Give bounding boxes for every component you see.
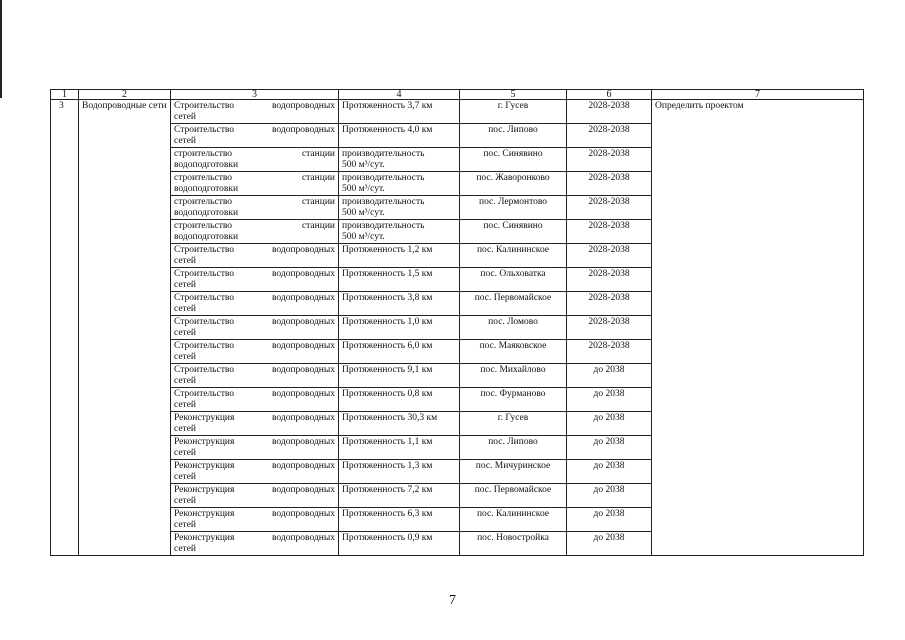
header-cell: 3 (171, 90, 339, 100)
param-capacity: 500 м³/сут. (342, 232, 385, 242)
param-text: Протяженность 6,3 км (342, 509, 433, 519)
param-text: Протяженность 1,1 км (342, 437, 433, 447)
work-word: водопроводных (271, 413, 335, 423)
place-cell: пос. Первомайское (460, 484, 567, 508)
work-cell (171, 124, 339, 148)
work-word: Строительство (174, 317, 235, 327)
param-cell (339, 316, 460, 340)
work-word: Строительство (174, 341, 235, 351)
param-cell (339, 412, 460, 436)
work-word: сетей (174, 328, 197, 338)
note-cell: Определить проектом (652, 100, 864, 556)
scan-edge-mark (0, 0, 2, 98)
param-cell (339, 268, 460, 292)
work-word: станции (301, 197, 335, 207)
work-word: сетей (174, 304, 197, 314)
work-word: Строительство (174, 125, 235, 135)
work-cell (171, 412, 339, 436)
work-word: Строительство (174, 101, 235, 111)
work-word: сетей (174, 472, 197, 482)
place-cell: пос. Новостройка (460, 532, 567, 556)
period-cell: 2028-2038 (567, 292, 652, 316)
param-text: Протяженность 6,0 км (342, 341, 433, 351)
work-cell (171, 220, 339, 244)
work-word: строительство (174, 197, 233, 207)
table-row (51, 100, 864, 124)
period-cell: 2028-2038 (567, 268, 652, 292)
param-capacity: 500 м³/сут. (342, 184, 385, 194)
param-capacity: 500 м³/сут. (342, 160, 385, 170)
period-cell: 2028-2038 (567, 172, 652, 196)
place-cell: пос. Синявино (460, 220, 567, 244)
place-cell: пос. Синявино (460, 148, 567, 172)
work-cell (171, 436, 339, 460)
place-cell: пос. Михайлово (460, 364, 567, 388)
place-cell: пос. Липово (460, 436, 567, 460)
work-word: Строительство (174, 365, 235, 375)
work-cell (171, 484, 339, 508)
param-text: производительность (342, 197, 425, 207)
page-number: 7 (449, 593, 456, 608)
work-word: сетей (174, 496, 197, 506)
work-word: станции (301, 173, 335, 183)
work-word: сетей (174, 448, 197, 458)
work-word: водопроводных (271, 125, 335, 135)
param-text: производительность (342, 149, 425, 159)
param-text: Протяженность 1,5 км (342, 269, 433, 279)
period-cell: 2028-2038 (567, 196, 652, 220)
param-text: Протяженность 0,9 км (342, 533, 433, 543)
period-cell: до 2038 (567, 364, 652, 388)
work-word: водоподготовки (174, 232, 239, 242)
header-cell: 7 (652, 90, 864, 100)
header-cell: 1 (51, 90, 79, 100)
work-cell (171, 316, 339, 340)
param-text: Протяженность 30,3 км (342, 413, 438, 423)
work-word: водопроводных (271, 437, 335, 447)
work-cell (171, 268, 339, 292)
work-word: водопроводных (271, 269, 335, 279)
work-word: строительство (174, 173, 233, 183)
period-cell: до 2038 (567, 460, 652, 484)
param-text: производительность (342, 221, 425, 231)
param-cell (339, 220, 460, 244)
param-cell (339, 124, 460, 148)
param-cell (339, 244, 460, 268)
work-word: водопроводных (271, 509, 335, 519)
period-cell: до 2038 (567, 388, 652, 412)
place-cell: пос. Маяковское (460, 340, 567, 364)
work-word: сетей (174, 544, 197, 554)
param-cell (339, 508, 460, 532)
work-word: строительство (174, 221, 233, 231)
header-cell: 4 (339, 90, 460, 100)
work-cell (171, 532, 339, 556)
param-cell (339, 436, 460, 460)
param-cell (339, 340, 460, 364)
work-word: Реконструкция (174, 485, 235, 495)
group-category: Водопроводные сети (79, 100, 171, 556)
place-cell: пос. Мичуринское (460, 460, 567, 484)
param-text: Протяженность 3,8 км (342, 293, 433, 303)
works-table (50, 89, 864, 556)
place-cell: пос. Жаворонково (460, 172, 567, 196)
place-cell: пос. Ломово (460, 316, 567, 340)
work-word: водопроводных (271, 533, 335, 543)
place-cell: г. Гусев (460, 100, 567, 124)
work-word: сетей (174, 280, 197, 290)
work-cell (171, 460, 339, 484)
work-word: сетей (174, 400, 197, 410)
param-cell (339, 196, 460, 220)
work-word: станции (301, 221, 335, 231)
work-word: водопроводных (271, 461, 335, 471)
param-cell (339, 388, 460, 412)
work-word: водопроводных (271, 341, 335, 351)
param-cell (339, 172, 460, 196)
period-cell: 2028-2038 (567, 220, 652, 244)
period-cell: 2028-2038 (567, 124, 652, 148)
work-word: водоподготовки (174, 160, 239, 170)
place-cell: г. Гусев (460, 412, 567, 436)
work-word: водопроводных (271, 389, 335, 399)
period-cell: 2028-2038 (567, 316, 652, 340)
work-word: строительство (174, 149, 233, 159)
period-cell: до 2038 (567, 532, 652, 556)
work-word: водопроводных (271, 485, 335, 495)
work-word: водоподготовки (174, 184, 239, 194)
work-word: Строительство (174, 293, 235, 303)
work-cell (171, 100, 339, 124)
work-word: Реконструкция (174, 413, 235, 423)
work-word: водопроводных (271, 365, 335, 375)
work-cell (171, 388, 339, 412)
work-cell (171, 172, 339, 196)
param-text: Протяженность 7,2 км (342, 485, 433, 495)
period-cell: 2028-2038 (567, 148, 652, 172)
place-cell: пос. Калининское (460, 508, 567, 532)
place-cell: пос. Калининское (460, 244, 567, 268)
work-word: Строительство (174, 269, 235, 279)
work-word: Строительство (174, 245, 235, 255)
param-cell (339, 484, 460, 508)
param-text: Протяженность 4,0 км (342, 125, 433, 135)
place-cell: пос. Липово (460, 124, 567, 148)
work-cell (171, 196, 339, 220)
period-cell: 2028-2038 (567, 340, 652, 364)
work-word: сетей (174, 112, 197, 122)
work-word: водопроводных (271, 101, 335, 111)
work-word: Реконструкция (174, 509, 235, 519)
param-cell (339, 460, 460, 484)
work-word: станции (301, 149, 335, 159)
work-cell (171, 292, 339, 316)
work-cell (171, 244, 339, 268)
work-word: водопроводных (271, 317, 335, 327)
header-cell: 2 (79, 90, 171, 100)
period-cell: до 2038 (567, 436, 652, 460)
work-word: сетей (174, 520, 197, 530)
header-cell: 6 (567, 90, 652, 100)
param-capacity: 500 м³/сут. (342, 208, 385, 218)
work-word: сетей (174, 136, 197, 146)
place-cell: пос. Ольховатка (460, 268, 567, 292)
group-number: 3 (51, 100, 79, 556)
work-word: Реконструкция (174, 533, 235, 543)
param-text: Протяженность 3,7 км (342, 101, 433, 111)
work-word: сетей (174, 424, 197, 434)
work-cell (171, 364, 339, 388)
param-text: Протяженность 1,3 км (342, 461, 433, 471)
param-text: производительность (342, 173, 425, 183)
work-cell (171, 508, 339, 532)
work-word: водопроводных (271, 245, 335, 255)
period-cell: 2028-2038 (567, 100, 652, 124)
param-text: Протяженность 1,2 км (342, 245, 433, 255)
work-word: Реконструкция (174, 461, 235, 471)
period-cell: до 2038 (567, 484, 652, 508)
place-cell: пос. Лермонтово (460, 196, 567, 220)
work-word: водопроводных (271, 293, 335, 303)
work-word: Реконструкция (174, 437, 235, 447)
period-cell: до 2038 (567, 412, 652, 436)
work-word: сетей (174, 352, 197, 362)
param-cell (339, 364, 460, 388)
period-cell: до 2038 (567, 508, 652, 532)
param-cell (339, 148, 460, 172)
place-cell: пос. Первомайское (460, 292, 567, 316)
header-row (51, 90, 864, 100)
work-word: водоподготовки (174, 208, 239, 218)
work-cell (171, 340, 339, 364)
period-cell: 2028-2038 (567, 244, 652, 268)
param-text: Протяженность 1,0 км (342, 317, 433, 327)
place-cell: пос. Фурманово (460, 388, 567, 412)
param-text: Протяженность 0,8 км (342, 389, 433, 399)
work-word: сетей (174, 376, 197, 386)
work-word: сетей (174, 256, 197, 266)
header-cell: 5 (460, 90, 567, 100)
param-cell (339, 292, 460, 316)
work-cell (171, 148, 339, 172)
work-word: Строительство (174, 389, 235, 399)
param-cell (339, 100, 460, 124)
param-cell (339, 532, 460, 556)
param-text: Протяженность 9,1 км (342, 365, 433, 375)
